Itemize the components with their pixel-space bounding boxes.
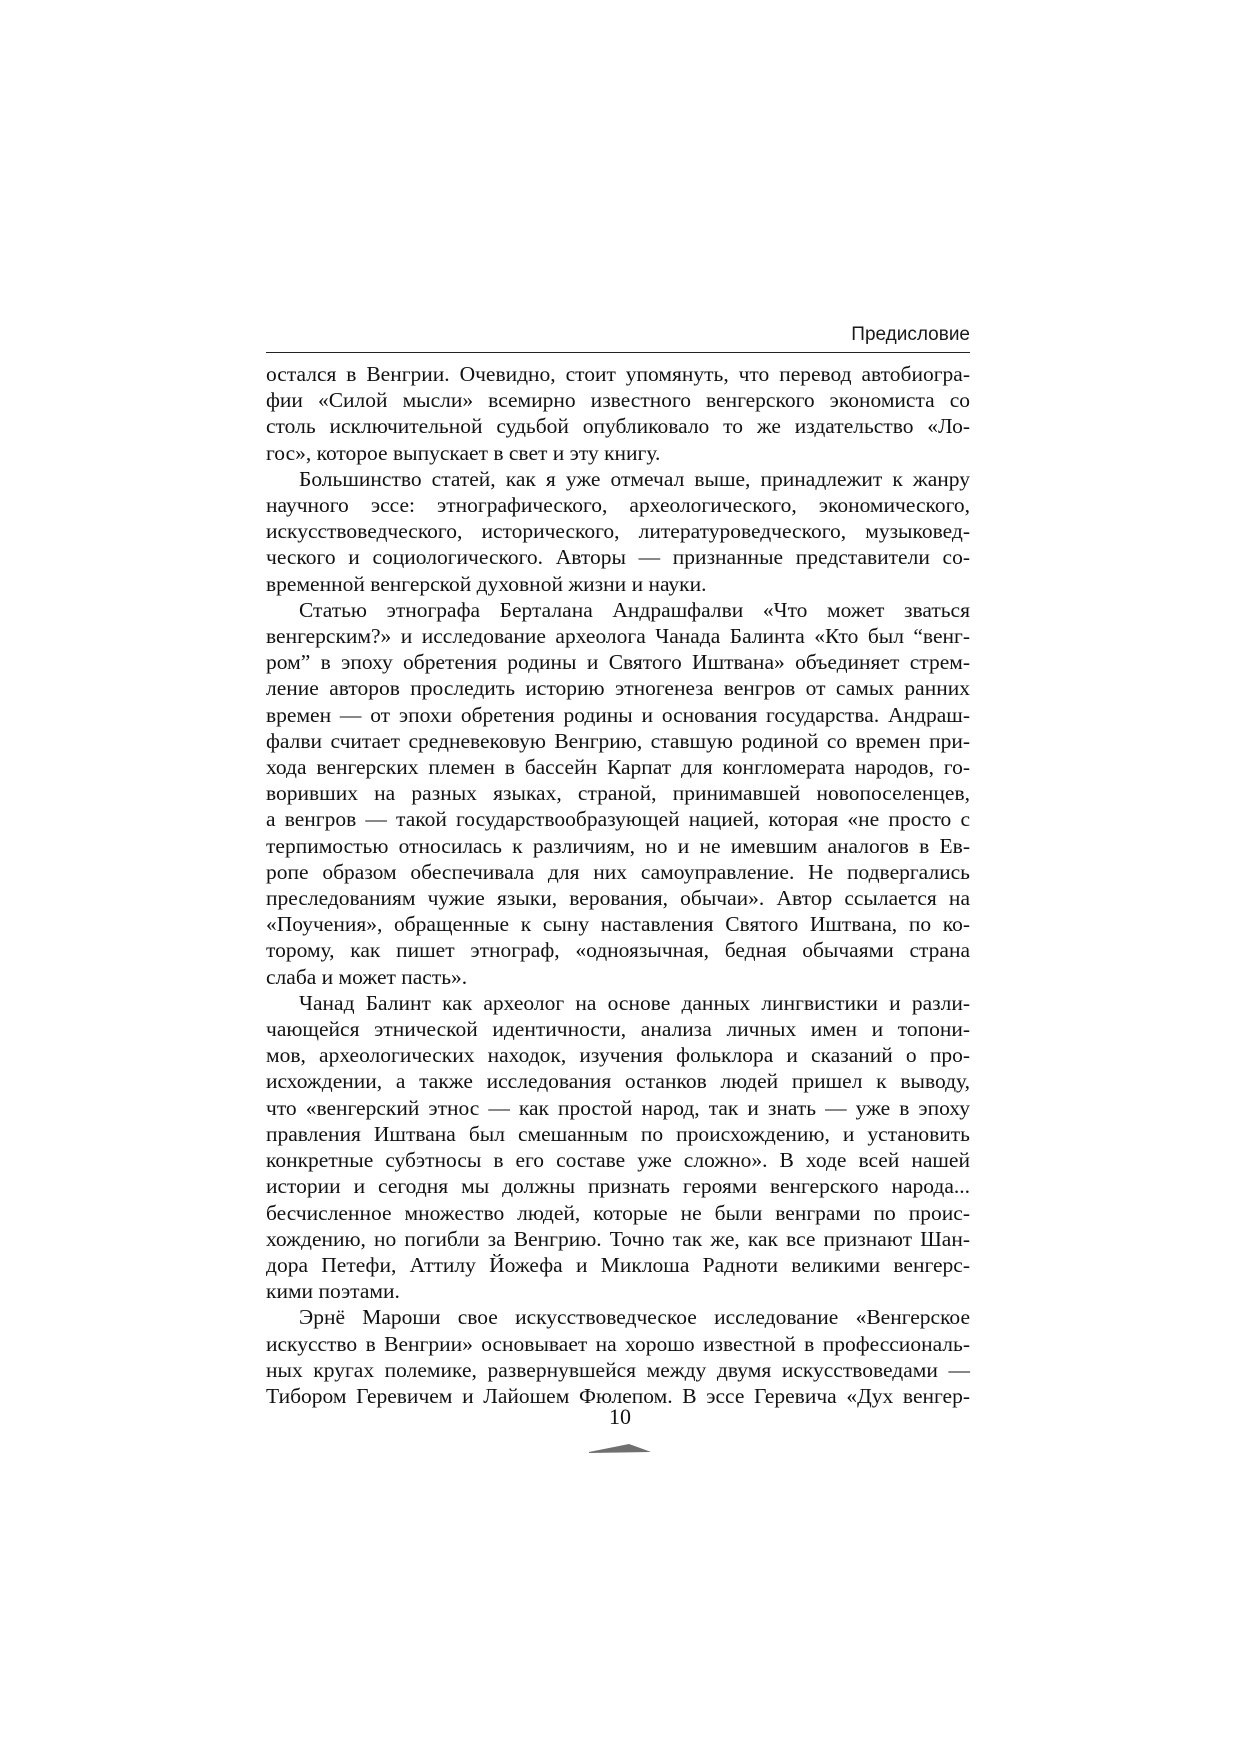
text-line: бесчисленное множество людей, которые не были венграми по проис- [266,1200,970,1225]
text-line: хождению, но погибли за Венгрию. Точно так же, как все признают Шан- [266,1226,970,1251]
text-line: временной венгерской духовной жизни и науки. [266,571,707,596]
text-line: правления Иштвана был смешанным по происхождению, и установить [266,1121,970,1146]
text-line: столь исключительной судьбой опубликовало то же издательство «Ло- [266,414,970,439]
text-line: исхождении, а также исследования останков людей пришел к выводу, [266,1069,970,1094]
text-line: чающейся этнической идентичности, анализа личных имен и топони- [266,1017,970,1042]
text-line: времен — от эпохи обретения родины и основания государства. Андраш- [266,702,970,727]
paragraph [266,1304,970,1409]
header-rule [266,352,970,353]
text-line: искусствоведческого, исторического, литературоведческого, музыковед- [266,519,970,544]
text-line: торому, как пишет этнограф, «одноязычная, бедная обычаями страна [266,938,970,963]
text-line: искусство в Венгрии» основывает на хорошо известной в профессиональ- [266,1331,970,1356]
paragraph [266,361,970,466]
text-line: ром” в эпоху обретения родины и Святого Иштвана» объединяет стрем- [266,650,970,675]
text-line: преследованиям чужие языки, верования, обычаи». Автор ссылается на [266,886,970,911]
text-line: фалви считает средневековую Венгрию, ставшую родиной со времен при- [266,728,970,753]
text-line: гос», которое выпускает в свет и эту книгу. [266,440,661,465]
paragraph [266,990,970,1304]
text-line: кими поэтами. [266,1279,400,1304]
text-line: ропе образом обеспечивала для них самоуправление. Не подвергались [266,859,970,884]
text-line: научного эссе: этнографического, археологического, экономического, [266,493,970,518]
text-line: хода венгерских племен в бассейн Карпат для конгломерата народов, го- [266,755,970,780]
text-line: дора Петефи, Аттилу Йожефа и Миклоша Радноти великими венгерс- [266,1252,970,1277]
text-line: терпимостью относилась к различиям, но и не имевшим аналогов в Ев- [266,833,970,858]
page-number-ornament [589,1444,651,1454]
text-line: воривших на разных языках, страной, принимавшей новопоселенцев, [266,781,970,806]
text-line: остался в Венгрии. Очевидно, стоит упомянуть, что перевод автобиогра- [266,362,970,386]
running-head-title: Предисловие [851,324,970,345]
text-line: Большинство статей, как я уже отмечал выше, принадлежит к жанру [299,466,970,491]
page-number: 10 [609,1404,631,1429]
text-line: Статью этнографа Берталана Андрашфалви «Что может зваться [299,597,970,622]
paragraph [266,597,970,990]
text-line: Тибором Геревичем и Лайошем Фюлепом. В эссе Геревича «Дух венгер- [266,1383,970,1408]
text-line: слаба и может пасть». [266,964,468,989]
text-line: Эрнё Мароши свое искусствоведческое исследование «Венгерское [299,1305,970,1330]
text-line: ление авторов проследить историю этногенеза венгров от самых ранних [266,676,970,701]
text-line: фии «Силой мысли» всемирно известного венгерского экономиста со [266,388,970,413]
text-line: конкретные субэтносы в его составе уже сложно». В ходе всей нашей [266,1148,970,1173]
paragraph [266,466,970,597]
text-line: истории и сегодня мы должны признать героями венгерского народа... [266,1174,970,1199]
text-line: а венгров — такой государствообразующей нацией, которая «не просто с [266,807,970,832]
text-line: Чанад Балинт как археолог на основе данных лингвистики и разли- [299,990,970,1015]
text-line: «Поучения», обращенные к сыну наставления Святого Иштвана, по ко- [266,912,970,937]
text-line: ных кругах полемике, развернувшейся между двумя искусствоведами — [266,1357,970,1382]
text-line: что «венгерский этнос — как простой народ, так и знать — уже в эпоху [266,1095,970,1120]
text-line: мов, археологических находок, изучения фольклора и сказаний о про- [266,1043,970,1068]
text-line: ческого и социологического. Авторы — признанные представители со- [266,545,970,570]
text-line: венгерским?» и исследование археолога Чанада Балинта «Кто был “венг- [266,624,970,649]
body-text [266,361,970,1409]
